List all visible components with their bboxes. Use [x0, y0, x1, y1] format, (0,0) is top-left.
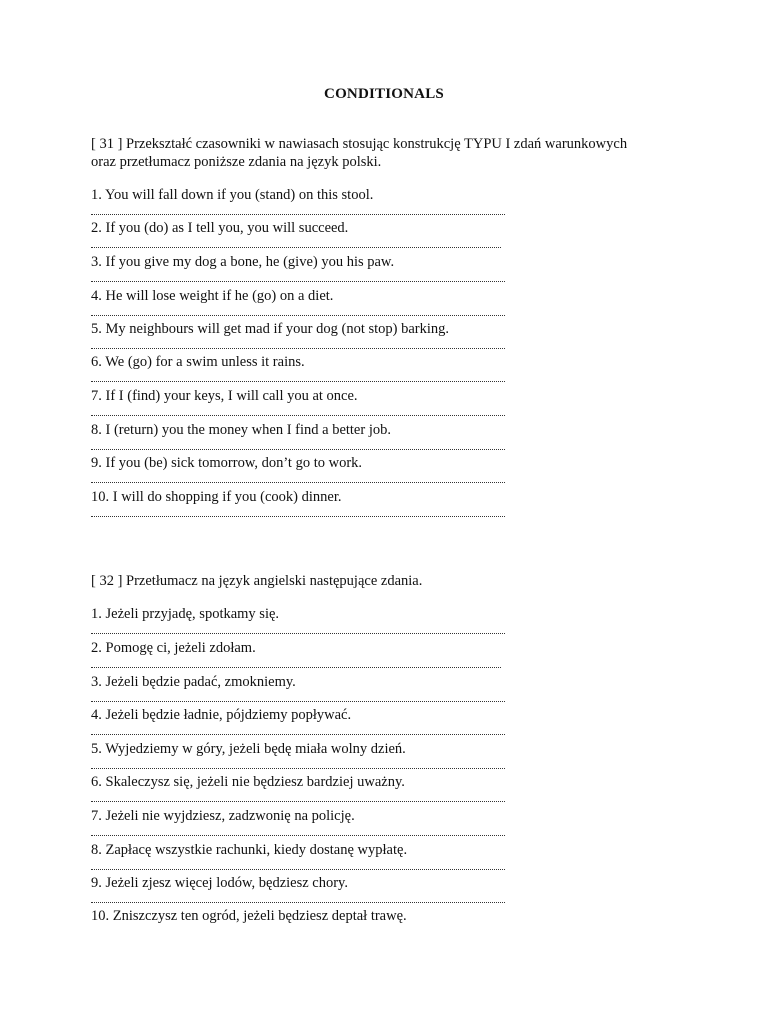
answer-line — [91, 667, 501, 668]
section1-item-3: 3. If you give my dog a bone, he (give) you his paw. — [91, 254, 395, 270]
answer-line — [91, 247, 501, 248]
answer-line — [91, 516, 505, 517]
answer-line — [91, 281, 505, 282]
section2-item-1: 1. Jeżeli przyjadę, spotkamy się. — [91, 606, 280, 622]
answer-line — [91, 214, 505, 215]
section1-item-5: 5. My neighbours will get mad if your dog (not stop) barking. — [91, 321, 450, 337]
section2-item-2: 2. Pomogę ci, jeżeli zdołam. — [91, 640, 256, 656]
section2-item-3: 3. Jeżeli będzie padać, zmokniemy. — [91, 674, 296, 690]
section1-instruction-line1: [ 31 ] Przekształć czasowniki w nawiasach stosując konstrukcję TYPU I zdań warunkowych — [91, 136, 628, 152]
answer-line — [91, 415, 505, 416]
answer-line — [91, 734, 505, 735]
section2-item-7: 7. Jeżeli nie wyjdziesz, zadzwonię na policję. — [91, 808, 355, 824]
section1-item-4: 4. He will lose weight if he (go) on a diet. — [91, 288, 334, 304]
answer-line — [91, 869, 505, 870]
answer-line — [91, 902, 505, 903]
answer-line — [91, 449, 505, 450]
section2-instruction: [ 32 ] Przetłumacz na język angielski następujące zdania. — [91, 573, 423, 589]
section1-item-9: 9. If you (be) sick tomorrow, don’t go to work. — [91, 455, 363, 471]
answer-line — [91, 482, 505, 483]
section2-item-4: 4. Jeżeli będzie ładnie, pójdziemy popływać. — [91, 707, 352, 723]
section2-item-10: 10. Zniszczysz ten ogród, jeżeli będziesz deptał trawę. — [91, 908, 407, 924]
section2-item-5: 5. Wyjedziemy w góry, jeżeli będę miała wolny dzień. — [91, 741, 406, 757]
answer-line — [91, 348, 505, 349]
answer-line — [91, 701, 505, 702]
answer-line — [91, 768, 505, 769]
page-title: CONDITIONALS — [324, 86, 444, 102]
answer-line — [91, 633, 505, 634]
answer-line — [91, 315, 505, 316]
section1-item-10: 10. I will do shopping if you (cook) dinner. — [91, 489, 342, 505]
section2-item-8: 8. Zapłacę wszystkie rachunki, kiedy dostanę wypłatę. — [91, 842, 408, 858]
section1-item-8: 8. I (return) you the money when I find a better job. — [91, 422, 391, 438]
section2-item-6: 6. Skaleczysz się, jeżeli nie będziesz bardziej uważny. — [91, 774, 405, 790]
section1-item-1: 1. You will fall down if you (stand) on this stool. — [91, 187, 374, 203]
answer-line — [91, 381, 505, 382]
section2-item-9: 9. Jeżeli zjesz więcej lodów, będziesz chory. — [91, 875, 348, 891]
answer-line — [91, 835, 505, 836]
section1-item-6: 6. We (go) for a swim unless it rains. — [91, 354, 305, 370]
section1-item-2: 2. If you (do) as I tell you, you will succeed. — [91, 220, 349, 236]
section1-item-7: 7. If I (find) your keys, I will call you at once. — [91, 388, 358, 404]
section1-instruction-line2: oraz przetłumacz poniższe zdania na język polski. — [91, 154, 382, 170]
answer-line — [91, 801, 505, 802]
